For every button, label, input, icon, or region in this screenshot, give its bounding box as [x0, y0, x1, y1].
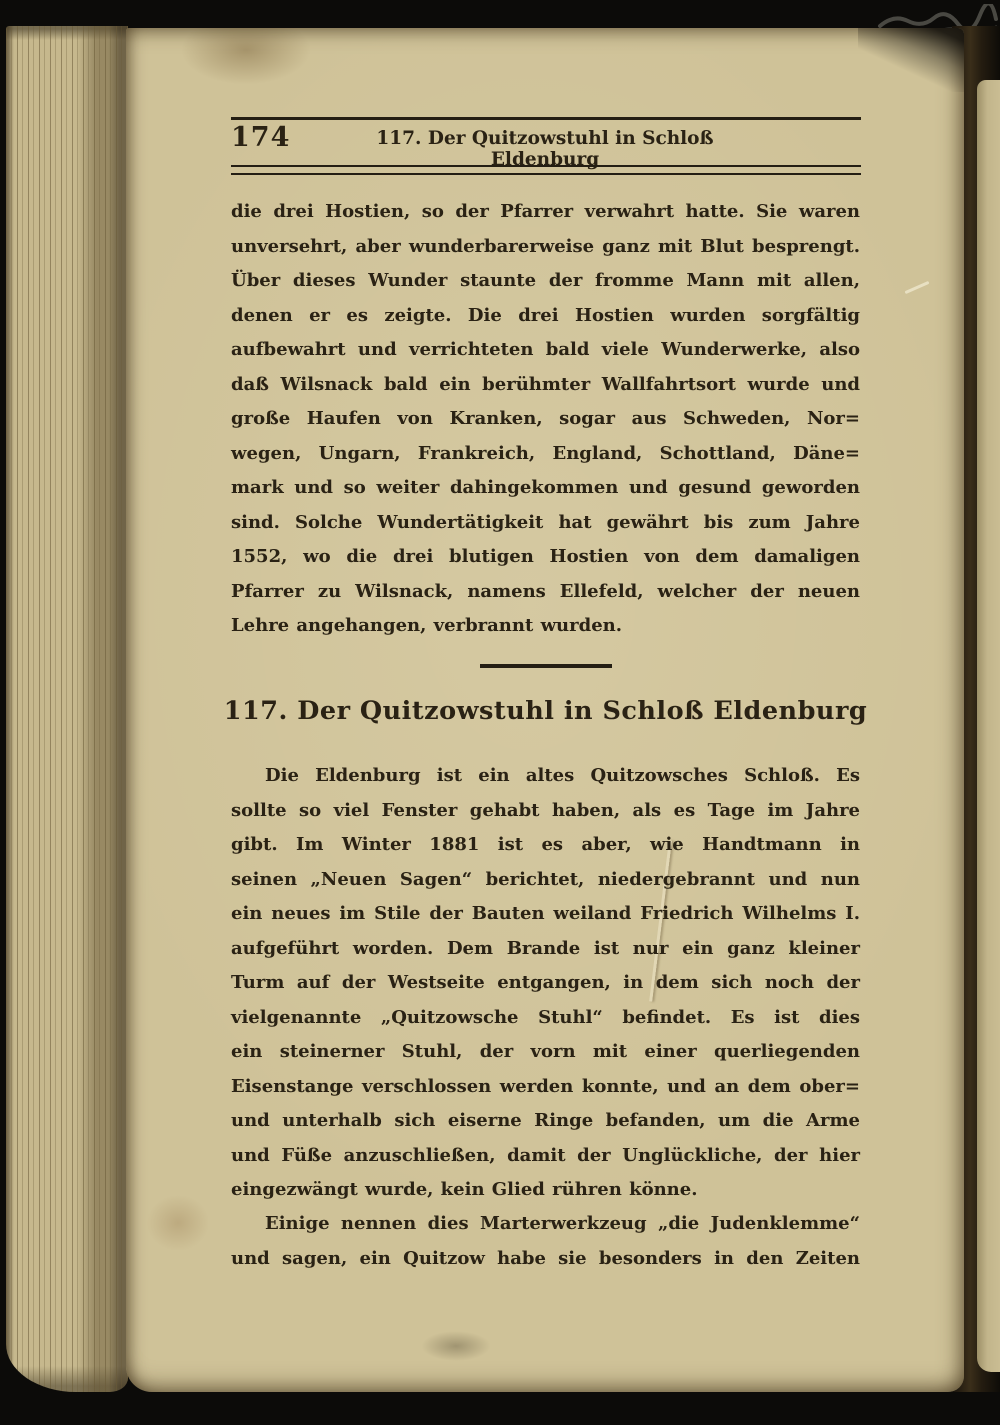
next-page-sliver	[977, 80, 1000, 1372]
printed-page-content	[126, 28, 964, 1392]
text-line: und sagen, ein Quitzow habe sie besonders in den Zeiten	[231, 1247, 860, 1269]
text-line: und Füße anzuschließen, damit der Unglückliche, der hier	[231, 1144, 860, 1166]
text-line: ein neues im Stile der Bauten weiland Friedrich Wilhelms I.	[231, 903, 860, 924]
text-line: Über dieses Wunder staunte der fromme Mann mit allen,	[231, 270, 860, 291]
text-line: denen er es zeigte. Die drei Hostien wurden sorgfältig	[231, 304, 860, 326]
text-line: Turm auf der Westseite entgangen, in dem sich noch der	[231, 972, 860, 993]
text-line: sind. Solche Wundertätigkeit hat gewährt bis zum Jahre	[231, 511, 860, 533]
text-line: seinen „Neuen Sagen“ berichtet, niedergebrannt und nun	[231, 868, 860, 890]
text-line: gibt. Im Winter 1881 ist es aber, wie Handtmann in	[231, 834, 860, 855]
page-number: 174	[231, 122, 291, 153]
continuation-paragraph	[231, 195, 860, 644]
text-line: unversehrt, aber wunderbarerweise ganz mit Blut besprengt.	[231, 235, 860, 257]
text-line: aufgeführt worden. Dem Brande ist nur ein ganz kleiner	[231, 937, 860, 959]
text-line: daß Wilsnack bald ein berühmter Wallfahrtsort wurde und	[231, 373, 860, 395]
text-line: wegen, Ungarn, Frankreich, England, Schottland, Däne=	[231, 442, 860, 464]
book-page-edges	[6, 26, 128, 1392]
text-line: Die Eldenburg ist ein altes Quitzowsches Schloß. Es	[265, 765, 860, 786]
header-double-rule	[231, 165, 861, 175]
text-line: die drei Hostien, so der Pfarrer verwahrt hatte. Sie waren	[231, 201, 860, 222]
header-top-rule	[231, 117, 861, 120]
text-line: eingezwängt wurde, kein Glied rühren könne.	[231, 1179, 698, 1200]
text-line: Pfarrer zu Wilsnack, namens Ellefeld, welcher der neuen	[231, 580, 860, 602]
section-paragraph	[231, 759, 860, 1208]
text-line: 1552, wo die drei blutigen Hostien von dem damaligen	[231, 546, 860, 567]
text-line: Lehre angehangen, verbrannt wurden.	[231, 615, 623, 636]
text-line: Eisenstange verschlossen werden konnte, und an dem ober=	[231, 1075, 860, 1097]
text-line: aufbewahrt und verrichteten bald viele Wunderwerke, also	[231, 339, 860, 360]
text-line: und unterhalb sich eiserne Ringe befanden, um die Arme	[231, 1110, 860, 1131]
section-heading: 117. Der Quitzowstuhl in Schloß Eldenburg	[223, 696, 868, 726]
text-line: sollte so viel Fenster gehabt haben, als es Tage im Jahre	[231, 799, 860, 821]
text-line: große Haufen von Kranken, sogar aus Schweden, Nor=	[231, 408, 860, 429]
text-line: mark und so weiter dahingekommen und gesund geworden	[231, 477, 860, 498]
section-paragraph	[231, 1207, 860, 1276]
text-line: vielgenannte „Quitzowsche Stuhl“ befindet. Es ist dies	[231, 1006, 860, 1028]
running-header: 117. Der Quitzowstuhl in Schloß Eldenburg	[376, 128, 714, 170]
text-line: Einige nennen dies Marterwerkzeug „die Judenklemme“	[265, 1213, 860, 1234]
section-divider-rule	[480, 664, 612, 668]
text-line: ein steinerner Stuhl, der vorn mit einer querliegenden	[231, 1041, 860, 1062]
